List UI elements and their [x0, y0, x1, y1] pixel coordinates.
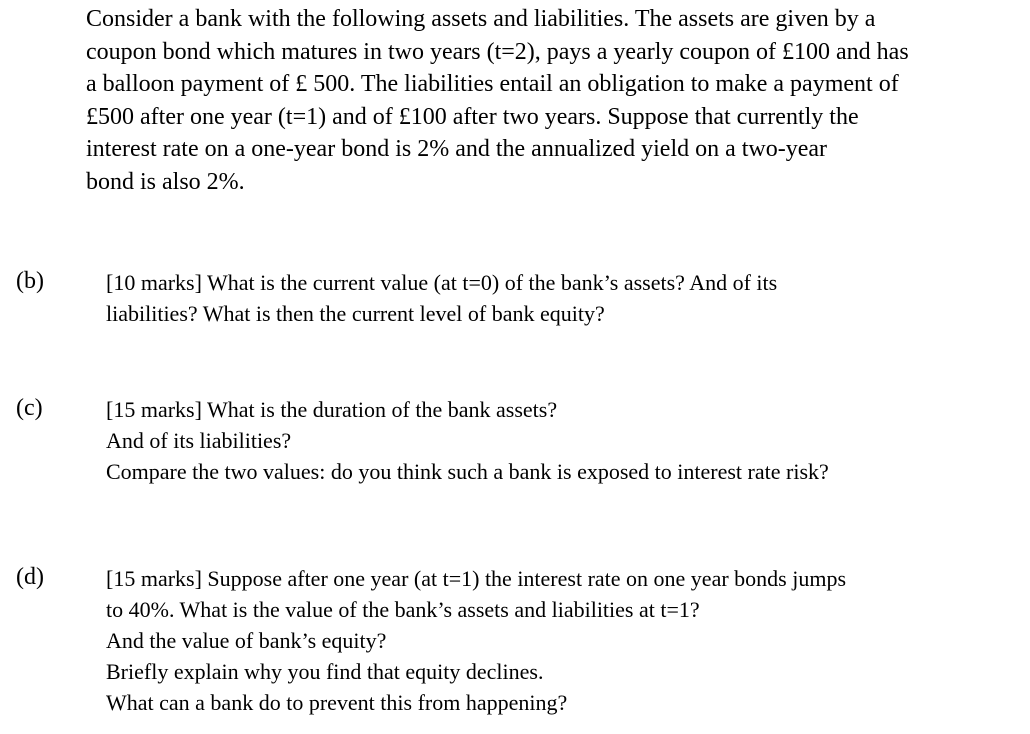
question-line: to 40%. What is the value of the bank’s assets and liabilities at t=1?: [106, 597, 700, 622]
intro-line: Consider a bank with the following assets and liabilities. The assets are given by a: [86, 6, 876, 32]
question-line: [10 marks] What is the current value (at t=0) of the bank’s assets? And of its: [106, 270, 778, 295]
intro-line: coupon bond which matures in two years (t=2), pays a yearly coupon of £100 and has: [86, 38, 909, 65]
intro-paragraph: [86, 3, 1016, 198]
question-line: [15 marks] Suppose after one year (at t=1) the interest rate on one year bonds jumps: [106, 566, 847, 591]
question-text: [106, 394, 1016, 487]
intro-line: bond is also 2%.: [86, 168, 245, 195]
intro-line: £500 after one year (t=1) and of £100 after two years. Suppose that currently the: [86, 103, 859, 130]
question-line: And of its liabilities?: [106, 428, 292, 453]
question-text: [106, 267, 1016, 329]
intro-line: a balloon payment of £ 500. The liabilities entail an obligation to make a payment of: [86, 71, 899, 97]
question-label: (d): [16, 564, 44, 590]
question-label: (b): [16, 268, 44, 294]
intro-line: interest rate on a one-year bond is 2% and the annualized yield on a two-year: [86, 136, 828, 162]
question-line: And the value of bank’s equity?: [106, 628, 387, 653]
question-line: Briefly explain why you find that equity declines.: [106, 659, 544, 684]
question-line: What can a bank do to prevent this from happening?: [106, 690, 568, 715]
question-label: (c): [16, 395, 43, 421]
question-line: liabilities? What is then the current level of bank equity?: [106, 301, 605, 326]
question-line: Compare the two values: do you think such a bank is exposed to interest rate risk?: [106, 459, 829, 484]
question-line: [15 marks] What is the duration of the bank assets?: [106, 397, 558, 422]
question-text: [106, 563, 1016, 718]
